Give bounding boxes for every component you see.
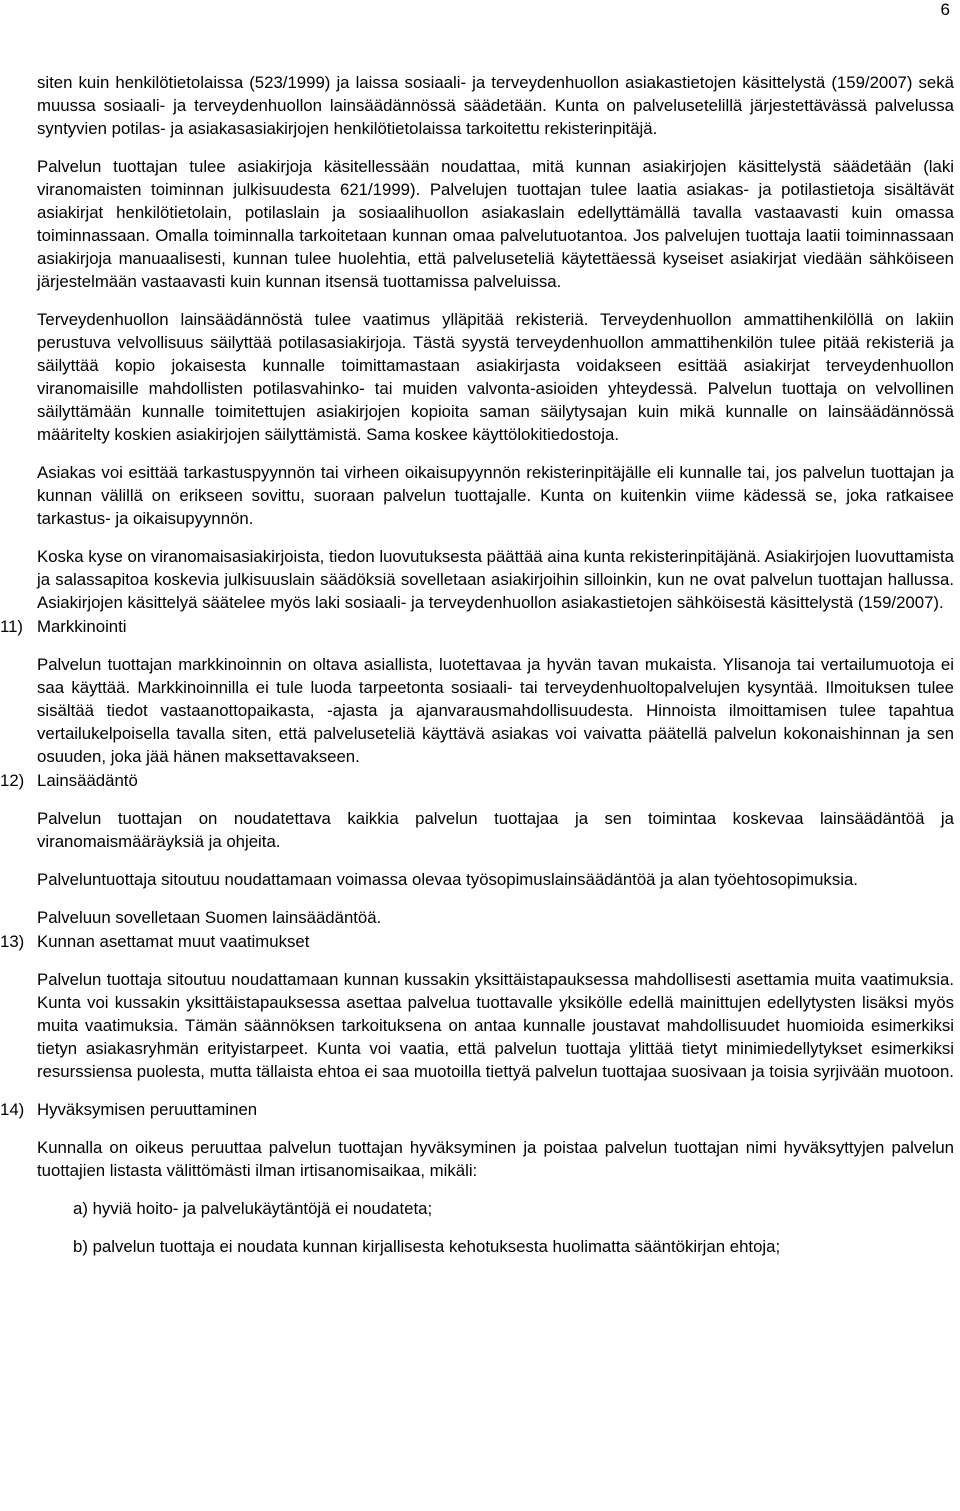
paragraph: Palvelun tuottajan markkinoinnin on oltava asiallista, luotettavaa ja hyvän tavan mukaista. Ylisanoja tai vertailumuotoja ei saa käyttää. Markkinoinnilla ei tule luoda tarpeetonta sosiaali- tai terveydenhuoltopalvelujen kysyntää. Ilmoituksen tulee sisältää tiedot vastaanottopaikasta, -ajasta ja ajanvarausmahdollisuudesta. Hinnoista ilmoittamisen tulee tapahtua vertailukelpoisella tavalla siten, että palveluseteliä käyttävä asiakas voi vaivatta päätellä palvelun kokonaishinnan ja sen osuuden, joka jää hänen maksettavakseen. — [37, 655, 954, 766]
paragraph: Asiakas voi esittää tarkastuspyynnön tai virheen oikaisupyynnön rekisterinpitäjälle eli kunnalle tai, jos palvelun tuottajan ja kunnan välillä on erikseen sovittu, suoraan palvelun tuottajalle. Kunta on kuitenkin viime kädessä se, joka ratkaisee tarkastus- ja oikaisupyynnön. — [37, 463, 954, 528]
section-number: 11) — [0, 617, 24, 636]
section-title: Markkinointi — [37, 617, 127, 636]
section-number: 13) — [0, 932, 25, 951]
list-item: b) palvelun tuottaja ei noudata kunnan kirjallisesta kehotuksesta huolimatta sääntökirjan ehtoja; — [73, 1237, 781, 1256]
paragraph: Palvelun tuottajan tulee asiakirjoja käsitellessään noudattaa, mitä kunnan asiakirjojen käsittelystä säädetään (laki viranomaisten toiminnan julkisuudesta 621/1999). Palvelujen tuottajan tulee laatia asiakas- ja potilastietoja sisältävät asiakirjat henkilötietolain, potilaslain ja sosiaalihuollon asiakaslain edellyttämällä tavalla vastaavasti kuin omassa toiminnassaan. Omalla toiminnalla tarkoitetaan kunnan omaa palvelutuotantoa. Jos palvelujen tuottaja laatii toiminnassaan asiakirjoja manuaalisesti, kunnan tulee huolehtia, että palveluseteliä käytettäessä kyseiset asiakirjat viedään sähköiseen järjestelmään vastaavasti kuin kunnan itsensä tuottamissa palveluissa. — [37, 157, 954, 291]
section-heading-markkinointi — [0, 615, 954, 638]
section-title: Hyväksymisen peruuttaminen — [37, 1100, 258, 1119]
list-item: a) hyviä hoito- ja palvelukäytäntöjä ei noudateta; — [73, 1199, 433, 1218]
document-body — [0, 71, 954, 1273]
paragraph: Palveluun sovelletaan Suomen lainsäädäntöä. — [37, 908, 382, 927]
section-number: 14) — [0, 1100, 25, 1119]
section-title: Lainsäädäntö — [37, 771, 138, 790]
paragraph: Terveydenhuollon lainsäädännöstä tulee vaatimus ylläpitää rekisteriä. Terveydenhuollon ammattihenkilöllä on lakiin perustuva velvollisuus säilyttää potilasasiakirjoja. Tästä syystä terveydenhuollon ammattihenkilön tulee pitää rekisteriä ja säilyttää kopio jokaisesta kunnalle toimittamastaan asiakirjasta voidakseen esittää asiakirjat terveydenhuollon viranomaisille mahdollisten potilasvahinko- tai muiden valvonta-asioiden yhteydessä. Palvelun tuottaja on velvollinen säilyttämään kunnalle toimitettujen asiakirjojen kopioita saman säilytysajan kuin mikä kunnalle on lainsäädännössä määritelty koskien asiakirjojen säilyttämistä. Sama koskee käyttölokitiedostoja. — [37, 310, 954, 444]
paragraph: Palvelun tuottajan on noudatettava kaikkia palvelun tuottajaa ja sen toimintaa koskevaa lainsäädäntöä ja viranomaismääräyksiä ja ohjeita. — [37, 809, 954, 851]
paragraph: Palveluntuottaja sitoutuu noudattamaan voimassa olevaa työsopimuslainsäädäntöä ja alan työehtosopimuksia. — [37, 870, 858, 889]
paragraph: Palvelun tuottaja sitoutuu noudattamaan kunnan kussakin yksittäistapauksessa mahdollisesti asettamia muita vaatimuksia. Kunta voi kussakin yksittäistapauksessa asettaa palvelua tuottavalle yksikölle edellä mainittujen edellytysten lisäksi myös muita vaatimuksia. Tämän säännöksen tarkoituksena on antaa kunnalle joustavat mahdollisuudet huomioida esimerkiksi tietyn asiakasryhmän erityistarpeet. Kunta voi vaatia, että palvelun tuottaja ylittää tietyt minimiedellytykset esimerkiksi resurssiensa puolesta, mutta tällaista ehtoa ei saa muotoilla tiettyä palvelun tuottajaa suosivaan ja toisia syrjivään muotoon. — [37, 970, 954, 1081]
section-heading-muut-vaatimukset — [0, 930, 954, 953]
section-title: Kunnan asettamat muut vaatimukset — [37, 932, 310, 951]
paragraph: Koska kyse on viranomaisasiakirjoista, tiedon luovutuksesta päättää aina kunta rekisterinpitäjänä. Asiakirjojen luovuttamista ja salassapitoa koskevia julkisuuslain säädöksiä sovelletaan asiakirjoihin silloinkin, kun ne ovat palvelun tuottajan hallussa. Asiakirjojen käsittelyä säätelee myös laki sosiaali- ja terveydenhuollon asiakastietojen sähköisestä käsittelystä (159/2007). — [37, 547, 954, 612]
section-number: 12) — [0, 771, 25, 790]
section-heading-lainsaadanto — [0, 769, 954, 792]
paragraph: siten kuin henkilötietolaissa (523/1999) ja laissa sosiaali- ja terveydenhuollon asiakastietojen käsittelystä (159/2007) sekä muussa sosiaali- ja terveydenhuollon lainsäädännössä säädetään. Kunta on palvelusetelillä järjestettävässä palvelussa syntyvien potilas- ja asiakasasiakirjojen henkilötietolaissa tarkoitettu rekisterinpitäjä. — [37, 73, 954, 138]
paragraph: Kunnalla on oikeus peruuttaa palvelun tuottajan hyväksyminen ja poistaa palvelun tuottajan nimi hyväksyttyjen palvelun tuottajien listasta välittömästi ilman irtisanomisaikaa, mikäli: — [37, 1138, 954, 1180]
page-number: 6 — [940, 0, 950, 19]
section-heading-hyvaksymisen-peruuttaminen — [0, 1098, 954, 1121]
